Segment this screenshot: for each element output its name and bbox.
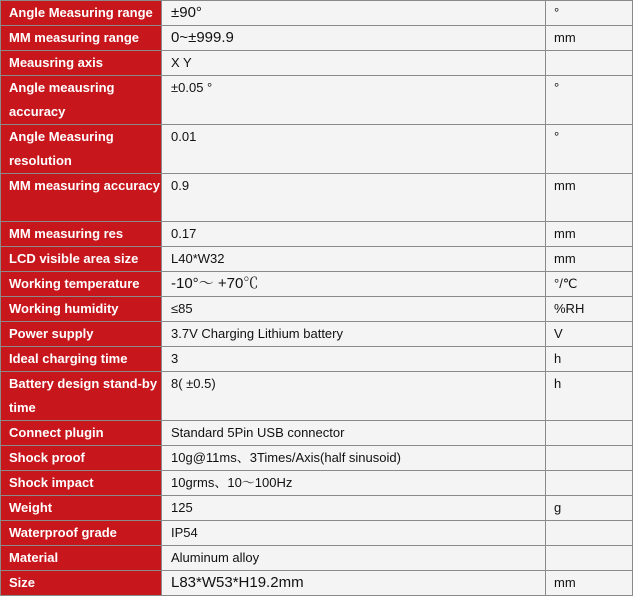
value-cell: 0.9 [162, 174, 546, 222]
table-row [1, 222, 633, 247]
unit-cell: ° [546, 76, 633, 125]
param-cell: Working temperature [1, 272, 162, 297]
param-cell: MM measuring res [1, 222, 162, 247]
unit-cell: mm [546, 571, 633, 596]
unit-cell [546, 546, 633, 571]
value-cell: L40*W32 [162, 247, 546, 272]
value-cell: 3 [162, 347, 546, 372]
unit-cell: ° [546, 125, 633, 174]
param-cell: LCD visible area size [1, 247, 162, 272]
value-cell: 0.01 [162, 125, 546, 174]
table-row [1, 76, 633, 125]
unit-cell [546, 51, 633, 76]
param-cell: Shock impact [1, 471, 162, 496]
param-cell: Waterproof grade [1, 521, 162, 546]
value-cell: -10°～ +70℃ [162, 272, 546, 297]
value-cell: Standard 5Pin USB connector [162, 421, 546, 446]
table-row [1, 421, 633, 446]
unit-cell [546, 421, 633, 446]
unit-cell: V [546, 322, 633, 347]
unit-cell: ° [546, 1, 633, 26]
table-row [1, 272, 633, 297]
param-cell: Ideal charging time [1, 347, 162, 372]
table-row [1, 125, 633, 174]
value-cell: IP54 [162, 521, 546, 546]
unit-cell: h [546, 372, 633, 421]
param-cell: Shock proof [1, 446, 162, 471]
value-cell: L83*W53*H19.2mm [162, 571, 546, 596]
table-row [1, 1, 633, 26]
table-row [1, 322, 633, 347]
param-cell: Meausring axis [1, 51, 162, 76]
param-cell: Working humidity [1, 297, 162, 322]
table-row [1, 247, 633, 272]
unit-cell [546, 446, 633, 471]
param-cell: Angle Measuring resolution [1, 125, 162, 174]
value-cell: ≤85 [162, 297, 546, 322]
table-row [1, 297, 633, 322]
unit-cell: h [546, 347, 633, 372]
param-cell: Size [1, 571, 162, 596]
param-cell: Power supply [1, 322, 162, 347]
value-cell: 3.7V Charging Lithium battery [162, 322, 546, 347]
table-row [1, 51, 633, 76]
param-cell: Weight [1, 496, 162, 521]
value-cell: 10g@11ms、3Times/Axis(half sinusoid) [162, 446, 546, 471]
table-row [1, 347, 633, 372]
unit-cell: mm [546, 26, 633, 51]
param-cell: Battery design stand-by time [1, 372, 162, 421]
value-cell: 125 [162, 496, 546, 521]
param-cell: MM measuring accuracy [1, 174, 162, 222]
table-row [1, 174, 633, 222]
param-cell: Connect plugin [1, 421, 162, 446]
table-row [1, 496, 633, 521]
param-cell: Angle Measuring range [1, 1, 162, 26]
table-row [1, 546, 633, 571]
value-cell: ±90° [162, 1, 546, 26]
value-cell: Aluminum alloy [162, 546, 546, 571]
unit-cell [546, 521, 633, 546]
value-cell: X Y [162, 51, 546, 76]
value-cell: 0.17 [162, 222, 546, 247]
value-cell: 8( ±0.5) [162, 372, 546, 421]
unit-cell: mm [546, 174, 633, 222]
table-row [1, 372, 633, 421]
unit-cell: °/℃ [546, 272, 633, 297]
value-cell: 10grms、10～100Hz [162, 471, 546, 496]
table-row [1, 446, 633, 471]
param-cell: Material [1, 546, 162, 571]
table-row [1, 471, 633, 496]
unit-cell: g [546, 496, 633, 521]
unit-cell: %RH [546, 297, 633, 322]
unit-cell: mm [546, 247, 633, 272]
table-row [1, 26, 633, 51]
value-cell: ±0.05 ° [162, 76, 546, 125]
value-cell: 0~±999.9 [162, 26, 546, 51]
unit-cell: mm [546, 222, 633, 247]
unit-cell [546, 471, 633, 496]
param-cell: MM measuring range [1, 26, 162, 51]
param-cell: Angle meausring accuracy [1, 76, 162, 125]
table-row [1, 571, 633, 596]
table-row [1, 521, 633, 546]
